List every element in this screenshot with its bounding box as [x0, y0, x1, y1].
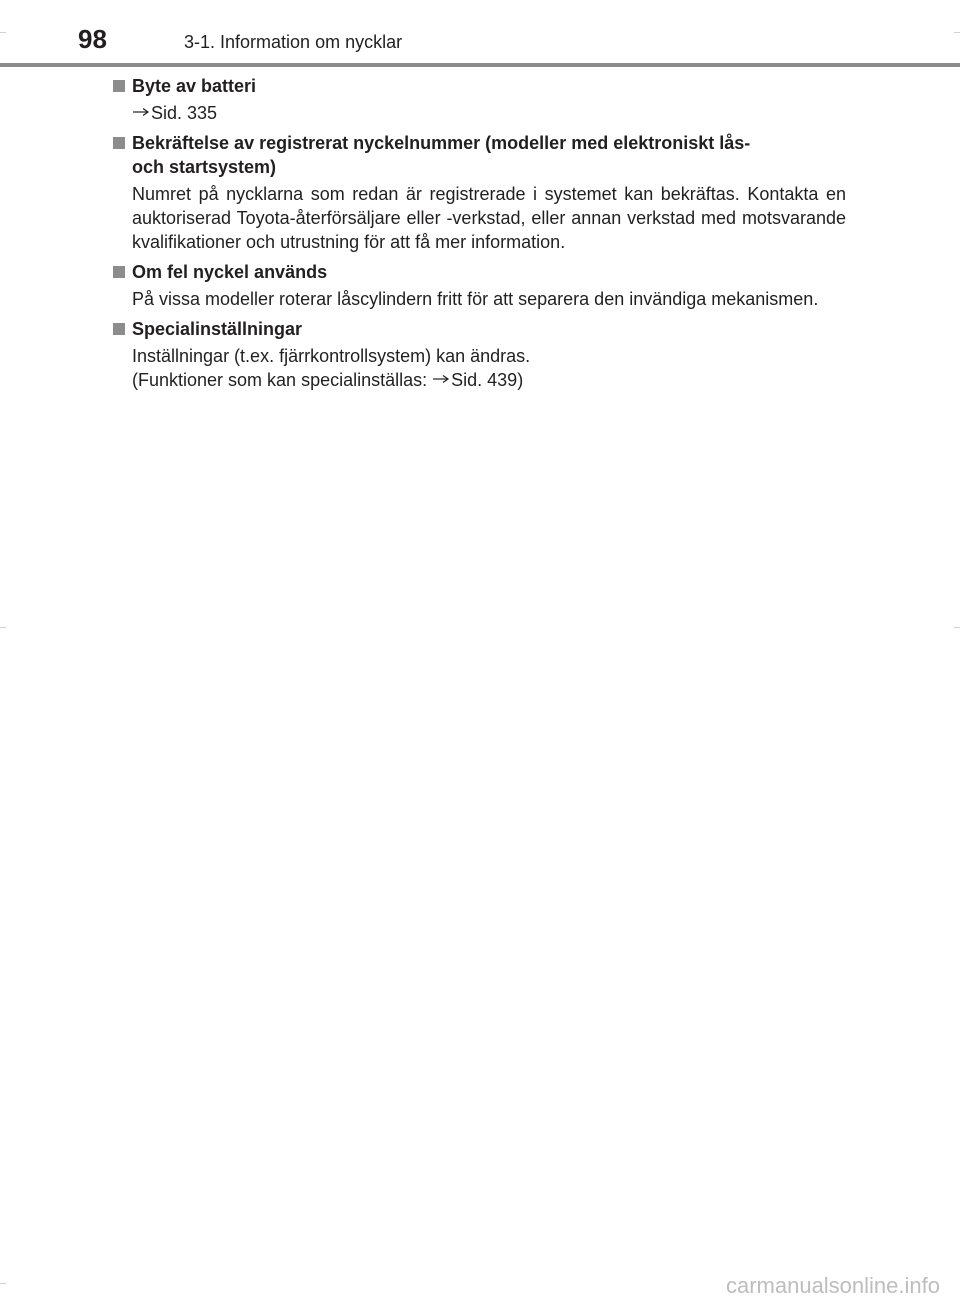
edge-mark — [0, 627, 6, 628]
square-bullet-icon — [113, 323, 125, 335]
item-heading — [110, 74, 846, 98]
arrow-right-icon — [132, 107, 150, 117]
item-body-text: På vissa modeller roterar låscylindern fritt för att separera den invändiga mekanismen. — [132, 289, 819, 309]
heading-text: Om fel nyckel används — [132, 262, 328, 282]
item-body — [110, 344, 846, 392]
heading-text: Byte av batteri — [132, 76, 257, 96]
item-heading — [110, 317, 846, 341]
item-wrong-key — [110, 260, 846, 311]
page-header — [0, 0, 960, 70]
edge-mark — [954, 627, 960, 628]
edge-mark — [0, 1283, 6, 1284]
body-line2 — [132, 368, 846, 392]
item-heading — [110, 131, 846, 179]
page-reference-link[interactable] — [132, 103, 217, 123]
item-body — [110, 101, 846, 125]
body-line1: Inställningar (t.ex. fjärrkontrollsystem) kan ändras. — [132, 346, 531, 366]
page-reference-link[interactable] — [432, 370, 523, 390]
item-battery — [110, 74, 846, 125]
section-title: 3-1. Information om nycklar — [184, 32, 403, 52]
edge-mark — [0, 32, 6, 33]
header-rule — [0, 63, 960, 67]
item-key-number — [110, 131, 846, 254]
square-bullet-icon — [113, 80, 125, 92]
heading-text-line1: Bekräftelse av registrerat nyckelnummer (modeller med elektroniskt lås- — [132, 133, 751, 153]
watermark-text: carmanualsonline.info — [725, 1273, 940, 1298]
item-heading — [110, 260, 846, 284]
heading-text: Specialinställningar — [132, 319, 303, 339]
page-content — [110, 74, 846, 398]
edge-mark — [954, 32, 960, 33]
page-reference-text: Sid. 439) — [451, 370, 524, 390]
item-custom-settings — [110, 317, 846, 392]
page-number: 98 — [78, 24, 107, 54]
arrow-right-icon — [432, 374, 450, 384]
square-bullet-icon — [113, 137, 125, 149]
body-line2-prefix: (Funktioner som kan specialinställas: — [132, 370, 433, 390]
item-body-text: Numret på nycklarna som redan är registrerade i systemet kan bekräftas. Kontakta en auktoriserad Toyota-återförsäljare eller -verkstad, eller annan verkstad med motsvarande kvalifikationer och utrustning för att få mer information. — [132, 184, 846, 252]
page-reference-text: Sid. 335 — [151, 103, 218, 123]
heading-text-line2: och startsystem) — [132, 157, 277, 177]
square-bullet-icon — [113, 266, 125, 278]
